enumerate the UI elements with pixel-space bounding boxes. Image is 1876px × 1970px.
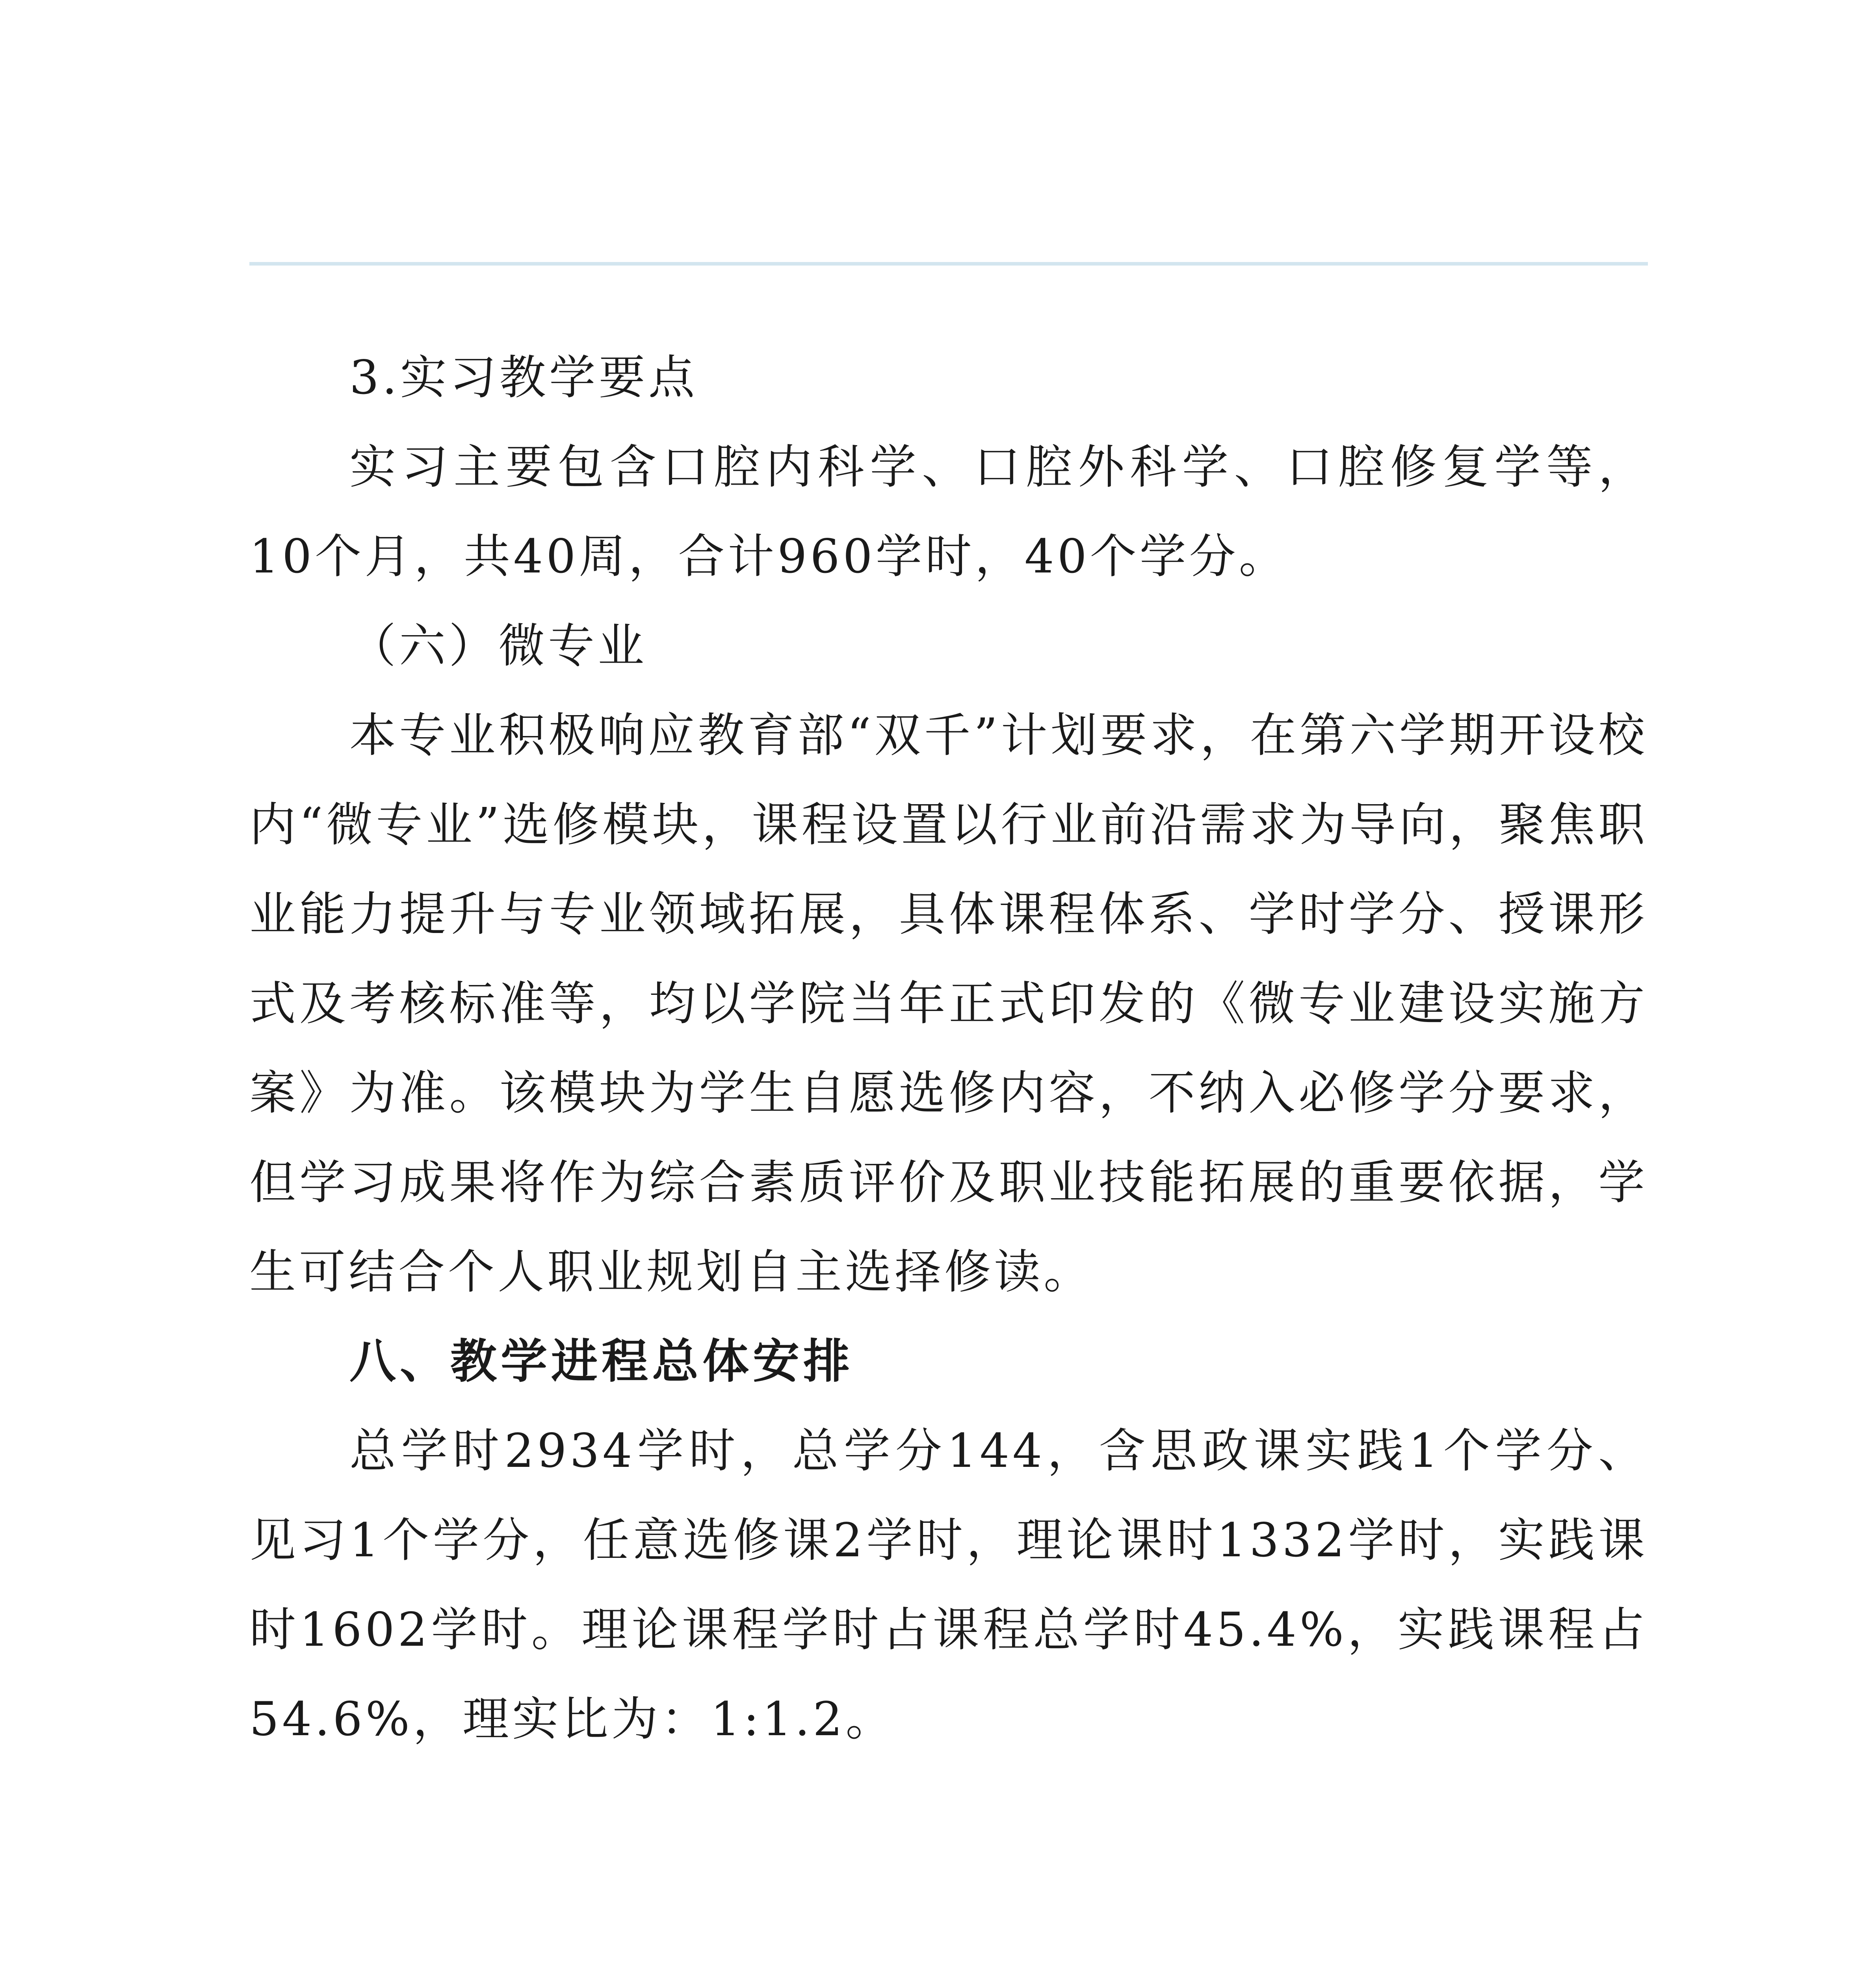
internship-subheading: 3.实习教学要点 [349,350,698,405]
header-rule [249,262,1648,266]
micro-major-subheading: （六）微专业 [349,619,648,673]
section-heading-teaching-schedule: 八、教学进程总体安排 [349,1334,854,1388]
teaching-schedule-paragraph: 总学时2934学时，总学分144，含思政课实践1个学分、见习1个学分，任意选修课2学时，理论课时1332学时，实践课时1602学时。理论课程学时占课程总学时45.4%，实践课程占54.6%，理实比为：1:1.2。 [249,1424,1648,1746]
internship-paragraph: 实习主要包含口腔内科学、口腔外科学、口腔修复学等，10个月，共40周，合计960学时，40个学分。 [249,440,1648,584]
document-body [249,333,1648,1764]
micro-major-paragraph: 本专业积极响应教育部“双千”计划要求，在第六学期开设校内“微专业”选修模块，课程设置以行业前沿需求为导向，聚焦职业能力提升与专业领域拓展，具体课程体系、学时学分、授课形式及考核标准等，均以学院当年正式印发的《微专业建设实施方案》为准。该模块为学生自愿选修内容，不纳入必修学分要求，但学习成果将作为综合素质评价及职业技能拓展的重要依据，学生可结合个人职业规划自主选择修读。 [249,708,1648,1299]
